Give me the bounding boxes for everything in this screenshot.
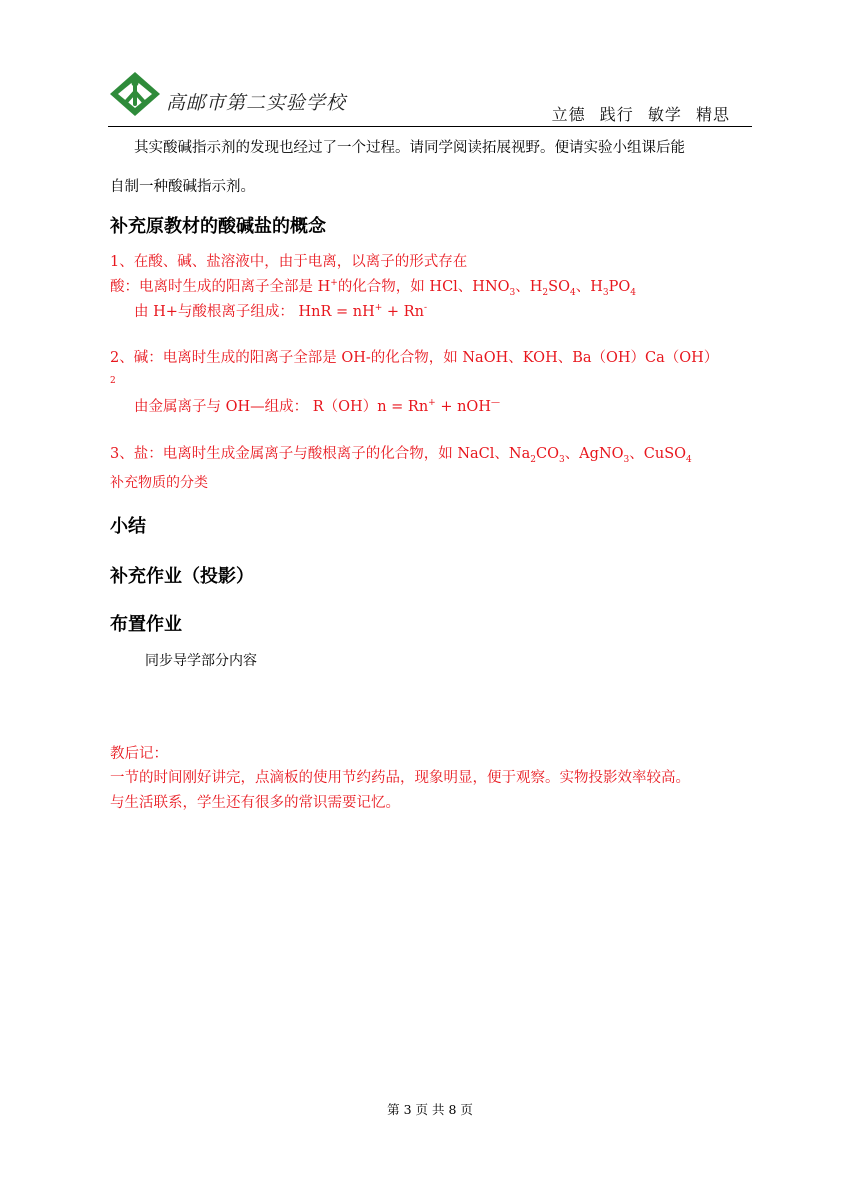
motto-word: 精思	[695, 105, 730, 124]
subscript: 3	[602, 287, 609, 298]
acid-text: 酸：电离时生成的阳离子全部是 H	[110, 279, 331, 295]
superscript: —	[490, 398, 500, 409]
subscript: 4	[686, 454, 692, 465]
motto-word: 践行	[599, 105, 634, 124]
acid-text: SO	[548, 279, 570, 295]
header-divider	[108, 126, 752, 127]
acid-text: PO	[608, 279, 631, 295]
formula-text: + Rn	[382, 304, 424, 320]
subscript: 2	[542, 287, 549, 298]
motto-word: 敏学	[647, 105, 682, 124]
section-heading-extra-homework: 补充作业（投影）	[110, 566, 254, 587]
reflection-label: 教后记：	[110, 746, 168, 762]
subscript: 3	[623, 454, 630, 465]
salt-text: 、CuSO	[629, 446, 687, 462]
acid-definition	[110, 275, 636, 296]
acid-formula	[134, 300, 427, 321]
formula-text: 由 H+与酸根离子组成： HnR = nH	[134, 304, 375, 320]
subscript: 4	[630, 287, 636, 298]
salt-text: CO	[535, 446, 559, 462]
acid-text: 、H	[515, 279, 543, 295]
superscript: +	[330, 278, 338, 289]
school-name: 高邮市第二实验学校	[166, 92, 347, 114]
homework-content: 同步导学部分内容	[145, 653, 257, 669]
intro-line-2: 自制一种酸碱指示剂。	[110, 179, 255, 195]
superscript: +	[428, 398, 436, 409]
acid-text: 、H	[575, 279, 603, 295]
intro-line-1: 其实酸碱指示剂的发现也经过了一个过程。请同学阅读拓展视野。便请实验小组课后能	[134, 140, 685, 156]
base-definition-wrap: 2	[110, 376, 116, 386]
salt-text: 3、盐：电离时生成金属离子与酸根离子的化合物，如 NaCl、Na	[110, 446, 531, 462]
superscript: +	[374, 303, 383, 314]
subscript: 3	[558, 454, 565, 465]
salt-text: 、AgNO	[564, 446, 624, 462]
acid-text: 的化合物，如 HCl、HNO	[337, 279, 510, 295]
subscript: 2	[530, 454, 536, 465]
reflection-line-1: 一节的时间刚好讲完，点滴板的使用节约药品，现象明显，便于观察。实物投影效率较高。	[110, 770, 690, 786]
section-heading-concepts: 补充原教材的酸碱盐的概念	[110, 216, 326, 237]
section-heading-summary: 小结	[110, 516, 146, 537]
formula-text: + nOH	[435, 399, 491, 415]
formula-text: 由金属离子与 OH—组成： R（OH）n = Rn	[134, 399, 429, 415]
section-heading-homework: 布置作业	[110, 614, 182, 635]
school-motto	[544, 102, 730, 125]
school-logo-icon	[108, 70, 162, 118]
salt-definition	[110, 442, 692, 463]
classification-note: 补充物质的分类	[110, 475, 208, 491]
reflection-line-2: 与生活联系，学生还有很多的常识需要记忆。	[110, 795, 400, 811]
superscript: -	[423, 303, 427, 314]
motto-word: 立德	[551, 105, 586, 124]
base-definition: 2、碱：电离时生成的阳离子全部是 OH-的化合物，如 NaOH、KOH、Ba（OH）Ca（OH）	[110, 350, 719, 366]
base-formula	[134, 395, 500, 416]
concept-item-1: 1、在酸、碱、盐溶液中，由于电离，以离子的形式存在	[110, 254, 468, 270]
subscript: 3	[509, 287, 516, 298]
subscript: 4	[569, 287, 576, 298]
page-number: 第 3 页 共 8 页	[387, 1102, 473, 1117]
page-header	[108, 66, 752, 128]
